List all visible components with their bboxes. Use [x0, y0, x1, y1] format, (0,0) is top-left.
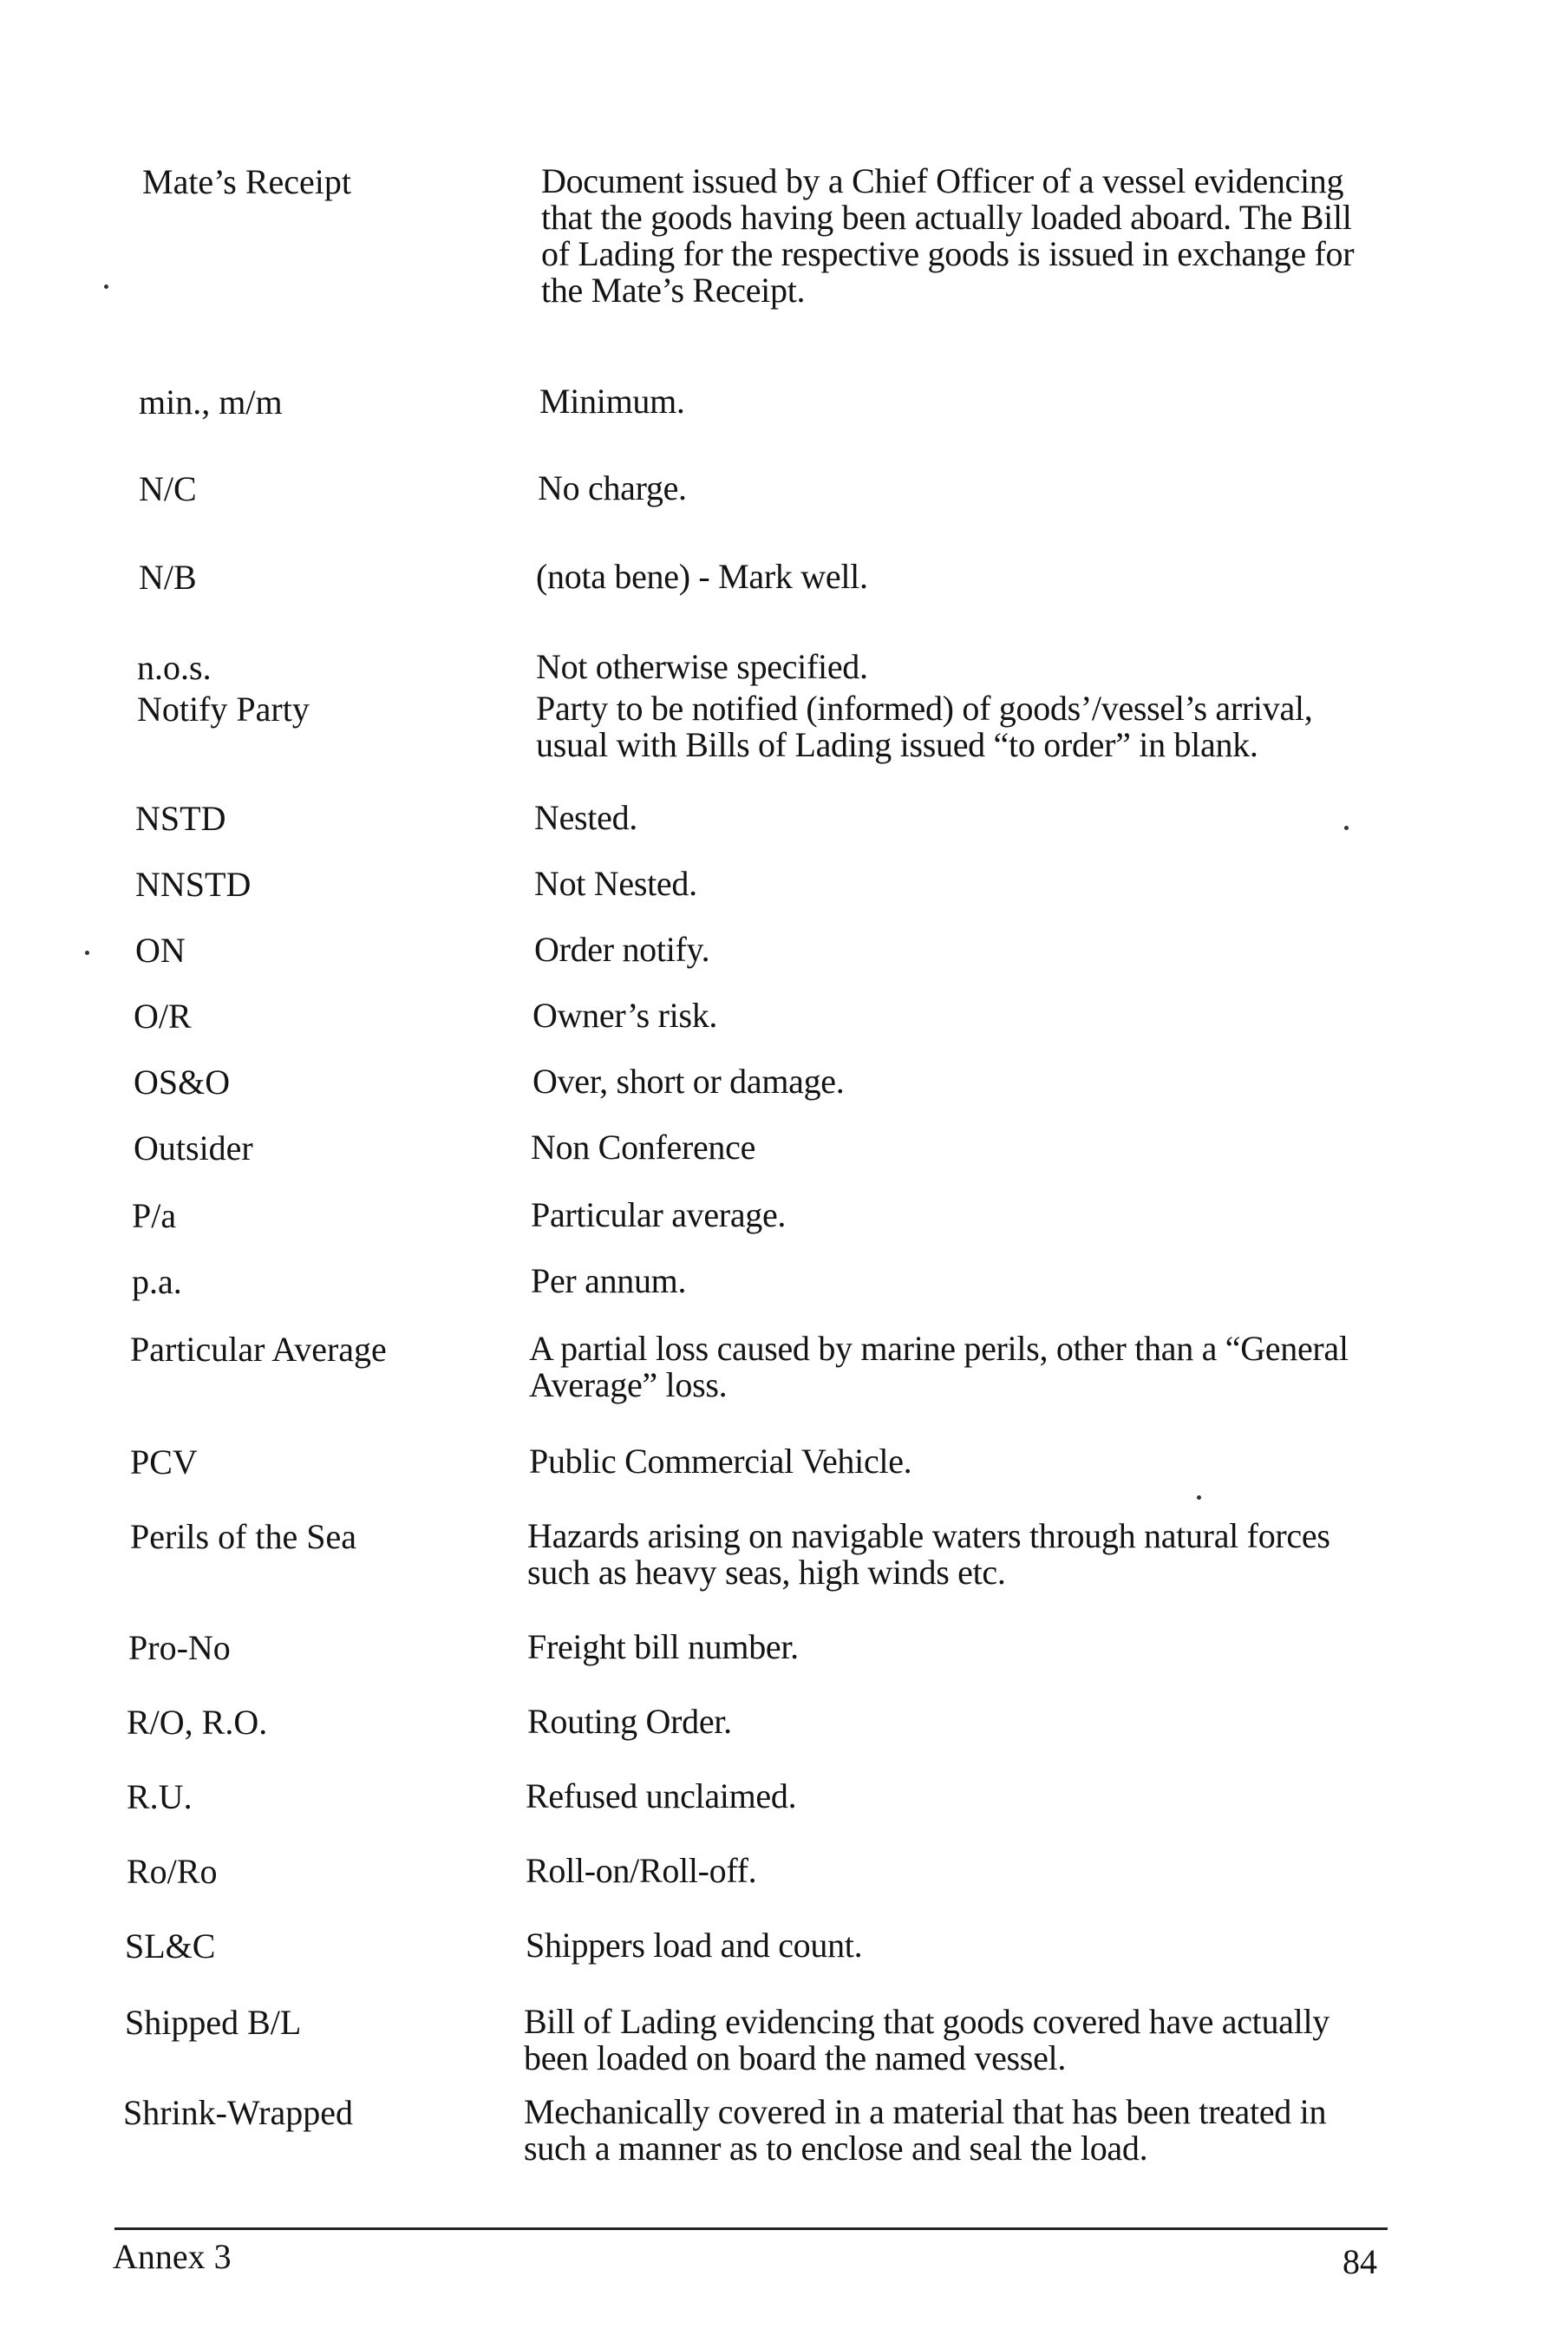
- definition-line: Roll-on/Roll-off.: [526, 1851, 757, 1890]
- glossary-definition: [534, 800, 1419, 836]
- glossary-definition: [538, 470, 1422, 507]
- scan-speck: [1197, 1495, 1201, 1500]
- glossary-definition: [531, 1263, 1415, 1299]
- glossary-term: Outsider: [134, 1128, 253, 1168]
- scan-speck: [85, 951, 89, 955]
- glossary-definition: [532, 1063, 1417, 1100]
- glossary-definition: [526, 1927, 1410, 1964]
- glossary-definition: [531, 1129, 1415, 1166]
- definition-line: Mechanically covered in a material that has been treated in: [524, 2092, 1327, 2131]
- glossary-term: Perils of the Sea: [130, 1517, 357, 1556]
- definition-line: Not Nested.: [534, 864, 697, 903]
- glossary-definition: [539, 383, 1424, 420]
- glossary-term: n.o.s.: [137, 648, 212, 687]
- glossary-term: OS&O: [134, 1063, 231, 1102]
- glossary-definition: [534, 866, 1419, 902]
- glossary-definition: [524, 2004, 1408, 2077]
- definition-line: Not otherwise specified.: [536, 647, 868, 686]
- definition-line: the Mate’s Receipt.: [541, 271, 806, 310]
- definition-line: Non Conference: [531, 1128, 756, 1167]
- definition-line: Minimum.: [539, 382, 685, 421]
- definition-line: such as heavy seas, high winds etc.: [527, 1553, 1006, 1592]
- definition-line: A partial loss caused by marine perils, other than a “General: [529, 1329, 1349, 1368]
- definition-line: No charge.: [538, 468, 687, 507]
- glossary-definition: [529, 1331, 1414, 1403]
- glossary-term: N/C: [139, 469, 197, 508]
- definition-line: Routing Order.: [527, 1702, 732, 1741]
- definition-line: Document issued by a Chief Officer of a vessel evidencing: [541, 161, 1344, 200]
- definition-line: usual with Bills of Lading issued “to order” in blank.: [536, 725, 1258, 764]
- glossary-definition: [526, 1778, 1410, 1815]
- definition-line: Average” loss.: [529, 1365, 728, 1404]
- glossary-term: Ro/Ro: [127, 1852, 218, 1891]
- glossary-definition: [536, 649, 1421, 685]
- glossary-term: Notify Party: [137, 690, 310, 729]
- glossary-definition: [529, 1443, 1414, 1480]
- glossary-definition: [526, 1853, 1410, 1889]
- definition-line: Refused unclaimed.: [526, 1776, 797, 1815]
- glossary-definition: [524, 2094, 1408, 2167]
- glossary-term: SL&C: [125, 1926, 216, 1965]
- definition-line: Shippers load and count.: [526, 1926, 863, 1965]
- definition-line: Public Commercial Vehicle.: [529, 1442, 912, 1481]
- definition-line: Per annum.: [531, 1261, 687, 1300]
- footer-section-label: Annex 3: [113, 2237, 232, 2276]
- glossary-term: R/O, R.O.: [127, 1703, 268, 1742]
- glossary-term: Shrink-Wrapped: [123, 2093, 353, 2132]
- definition-line: Nested.: [534, 798, 637, 837]
- footer-rule: [114, 2227, 1388, 2230]
- scan-speck: [104, 285, 108, 289]
- page-number: 84: [1343, 2242, 1377, 2281]
- glossary-term: p.a.: [132, 1262, 182, 1301]
- glossary-definition: [531, 1197, 1415, 1233]
- definition-line: (nota bene) - Mark well.: [536, 557, 868, 596]
- glossary-definition: [534, 932, 1419, 968]
- definition-line: of Lading for the respective goods is issued in exchange for: [541, 234, 1355, 273]
- glossary-term: Shipped B/L: [125, 2003, 302, 2042]
- glossary-term: Pro-No: [128, 1628, 231, 1667]
- definition-line: Hazards arising on navigable waters through natural forces: [527, 1516, 1330, 1555]
- definition-line: Freight bill number.: [527, 1627, 799, 1666]
- glossary-term: Particular Average: [130, 1330, 387, 1369]
- definition-line: Order notify.: [534, 930, 710, 969]
- definition-line: Particular average.: [531, 1195, 787, 1234]
- glossary-definition: [527, 1704, 1412, 1740]
- definition-line: Owner’s risk.: [532, 996, 718, 1035]
- glossary-definition: [541, 163, 1426, 309]
- glossary-term: P/a: [132, 1196, 177, 1235]
- glossary-definition: [532, 997, 1417, 1034]
- glossary-term: NNSTD: [135, 865, 252, 904]
- definition-line: Bill of Lading evidencing that goods covered have actually: [524, 2002, 1330, 2041]
- glossary-definition: [536, 690, 1421, 763]
- definition-line: that the goods having been actually loaded aboard. The Bill: [541, 198, 1352, 237]
- glossary-term: min., m/m: [139, 383, 283, 422]
- definition-line: Over, short or damage.: [532, 1062, 845, 1101]
- definition-line: been loaded on board the named vessel.: [524, 2038, 1067, 2077]
- glossary-term: R.U.: [127, 1777, 193, 1816]
- glossary-term: ON: [135, 931, 186, 970]
- glossary-term: O/R: [134, 997, 192, 1036]
- glossary-term: Mate’s Receipt: [142, 162, 352, 201]
- definition-line: such a manner as to enclose and seal the load.: [524, 2129, 1148, 2168]
- glossary-definition: [536, 559, 1421, 595]
- glossary-term: PCV: [130, 1442, 198, 1481]
- glossary-term: N/B: [139, 558, 197, 597]
- glossary-term: NSTD: [135, 799, 226, 838]
- scan-speck: [1344, 826, 1349, 830]
- definition-line: Party to be notified (informed) of goods’/vessel’s arrival,: [536, 689, 1313, 728]
- glossary-definition: [527, 1518, 1412, 1591]
- glossary-definition: [527, 1629, 1412, 1665]
